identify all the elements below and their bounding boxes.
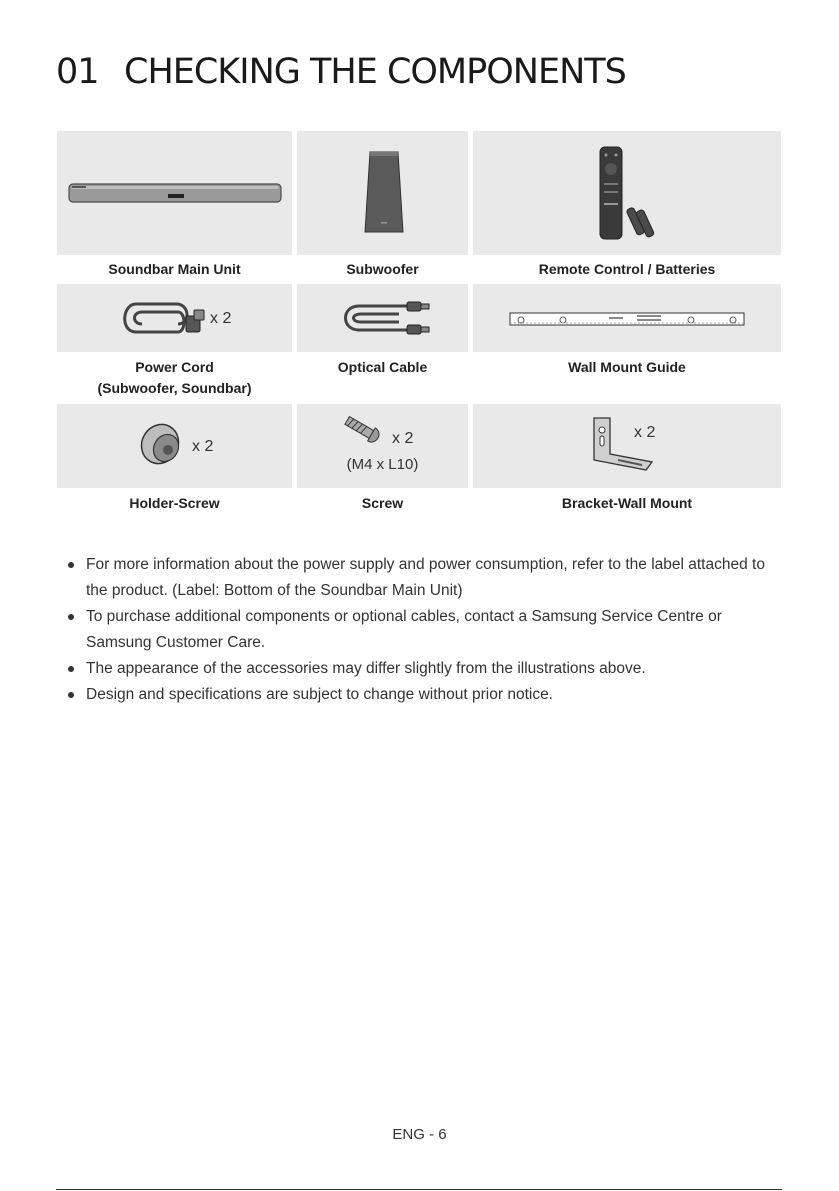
component-label: Remote Control / Batteries xyxy=(538,261,716,277)
component-label: Holder-Screw xyxy=(129,495,220,511)
component-label xyxy=(57,357,292,399)
optical-cable-illustration xyxy=(337,298,433,338)
remote-illustration xyxy=(598,145,656,241)
component-label: Wall Mount Guide xyxy=(568,359,686,375)
quantity: x 2 xyxy=(634,424,656,441)
soundbar-illustration xyxy=(68,182,282,204)
quantity: x 2 xyxy=(392,430,414,447)
component-label-line: (Subwoofer, Soundbar) xyxy=(97,380,252,396)
section-number: 01 xyxy=(56,52,99,92)
component-label: Soundbar Main Unit xyxy=(108,261,241,277)
screw-size-note: (M4 x L10) xyxy=(346,456,419,473)
note-item: To purchase additional components or optional cables, contact a Samsung Service Centre or Samsung Customer Care. xyxy=(62,604,782,656)
footer-rule xyxy=(56,1189,782,1190)
note-item: The appearance of the accessories may differ slightly from the illustrations above. xyxy=(62,656,782,682)
page-number: ENG - 6 xyxy=(392,1126,447,1143)
component-label: Screw xyxy=(361,495,404,511)
page-title xyxy=(56,52,626,92)
component-label-line: Power Cord xyxy=(135,359,214,375)
notes-list xyxy=(62,552,782,708)
wall-mount-guide-illustration xyxy=(509,312,745,326)
quantity: x 2 xyxy=(210,310,232,327)
holder-screw-illustration xyxy=(138,422,188,468)
component-label: Subwoofer xyxy=(346,261,419,277)
note-item: For more information about the power supply and power consumption, refer to the label attached to the product. (Label: Bottom of the Soundbar Main Unit) xyxy=(62,552,782,604)
screw-illustration xyxy=(343,415,389,447)
component-label: Bracket-Wall Mount xyxy=(561,495,693,511)
quantity: x 2 xyxy=(192,438,214,455)
component-label: Optical Cable xyxy=(337,359,428,375)
note-item: Design and specifications are subject to change without prior notice. xyxy=(62,682,782,708)
subwoofer-illustration xyxy=(364,150,404,234)
section-title: CHECKING THE COMPONENTS xyxy=(124,52,626,92)
power-cord-illustration xyxy=(116,298,208,338)
bracket-illustration xyxy=(588,414,658,474)
